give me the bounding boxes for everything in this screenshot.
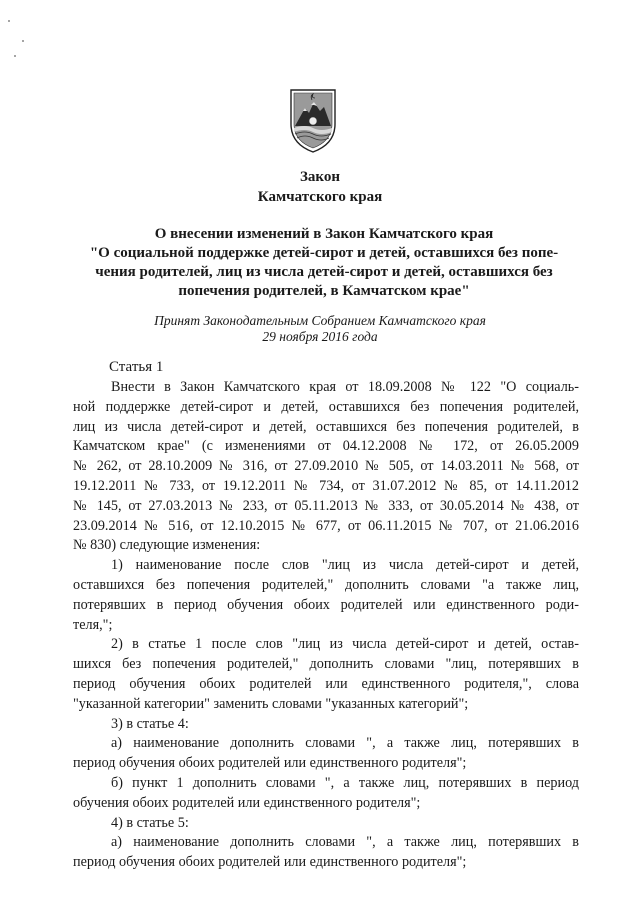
article-title: Статья 1 — [109, 359, 164, 375]
coat-of-arms-icon — [285, 86, 341, 156]
adoption-body-line: Принят Законодательным Собранием Камчатского края — [154, 313, 486, 328]
body-line: б) пункт 1 дополнить словами ", а также лиц, потерявших в период — [111, 774, 579, 791]
article-body — [73, 378, 579, 873]
scan-speck — [14, 55, 16, 57]
body-line: лиц из числа детей-сирот и детей, оставшихся без попечения родителей, в — [73, 418, 579, 435]
body-line: "указанной категории" заменить словами "указанных категорий"; — [73, 695, 469, 712]
body-line: шихся без попечения родителей," дополнить словами "лиц, потерявших в — [73, 656, 579, 673]
heading-line: чения родителей, лиц из числа детей-сирот и детей, оставшихся без — [95, 264, 553, 280]
body-line: 4) в статье 5: — [111, 814, 189, 831]
body-line: теля,"; — [73, 616, 113, 633]
body-line: 3) в статье 4: — [111, 715, 189, 732]
scan-speck — [22, 40, 24, 42]
body-line: период обучения обоих родителей или единственного родителя"; — [73, 755, 467, 772]
body-line: 2) в статье 1 после слов "лиц из числа детей-сирот и детей, остав- — [111, 636, 579, 653]
heading-line: попечения родителей, в Камчатском крае" — [178, 283, 470, 299]
scan-speck — [8, 20, 10, 22]
body-line: № 145, от 27.03.2013 № 233, от 05.11.2013 № 333, от 30.05.2014 № 438, от — [73, 497, 579, 514]
adoption-note — [0, 313, 640, 345]
heading-line: О внесении изменений в Закон Камчатского края — [154, 226, 494, 242]
body-line: а) наименование дополнить словами ", а также лиц, потерявших в — [111, 834, 579, 851]
law-title-line-1: Закон — [299, 169, 340, 185]
body-line: ной поддержке детей-сирот и детей, оставшихся без попечения родителей, — [73, 398, 579, 415]
body-line: 23.09.2014 № 516, от 12.10.2015 № 677, от 06.11.2015 № 707, от 21.06.2016 — [73, 517, 579, 534]
body-line: период обучения обоих родителей или единственного родителя"; — [73, 854, 467, 871]
heading-line: "О социальной поддержке детей-сирот и детей, оставшихся без попе- — [89, 245, 559, 261]
adoption-date-line: 29 ноября 2016 года — [262, 329, 378, 344]
body-line: потерявших в период обучения обоих родителей или единственного роди- — [73, 596, 579, 613]
body-line: Внести в Закон Камчатского края от 18.09.2008 № 122 "О социаль- — [111, 379, 579, 395]
body-line: № 262, от 28.10.2009 № 316, от 27.09.2010 № 505, от 14.03.2011 № 568, от — [73, 458, 579, 475]
body-line: № 830) следующие изменения: — [73, 537, 261, 554]
law-title-line-2: Камчатского края — [257, 189, 383, 205]
body-line: оставшихся без попечения родителей," дополнить словами "а также лиц, — [73, 576, 579, 593]
body-line: период обучения обоих родителей или единственного родителя,", слова — [73, 675, 579, 692]
body-line: 19.12.2011 № 733, от 19.12.2011 № 734, от 31.07.2012 № 85, от 14.11.2012 — [73, 477, 579, 494]
law-heading — [60, 225, 588, 301]
body-line: а) наименование дополнить словами ", а также лиц, потерявших в — [111, 735, 579, 752]
body-line: обучения обоих родителей или единственного родителя"; — [73, 794, 421, 811]
body-line: Камчатском крае" (с изменениями от 04.12.2008 № 172, от 26.05.2009 — [73, 438, 579, 455]
body-line: 1) наименование после слов "лиц из числа детей-сирот и детей, — [111, 557, 579, 574]
